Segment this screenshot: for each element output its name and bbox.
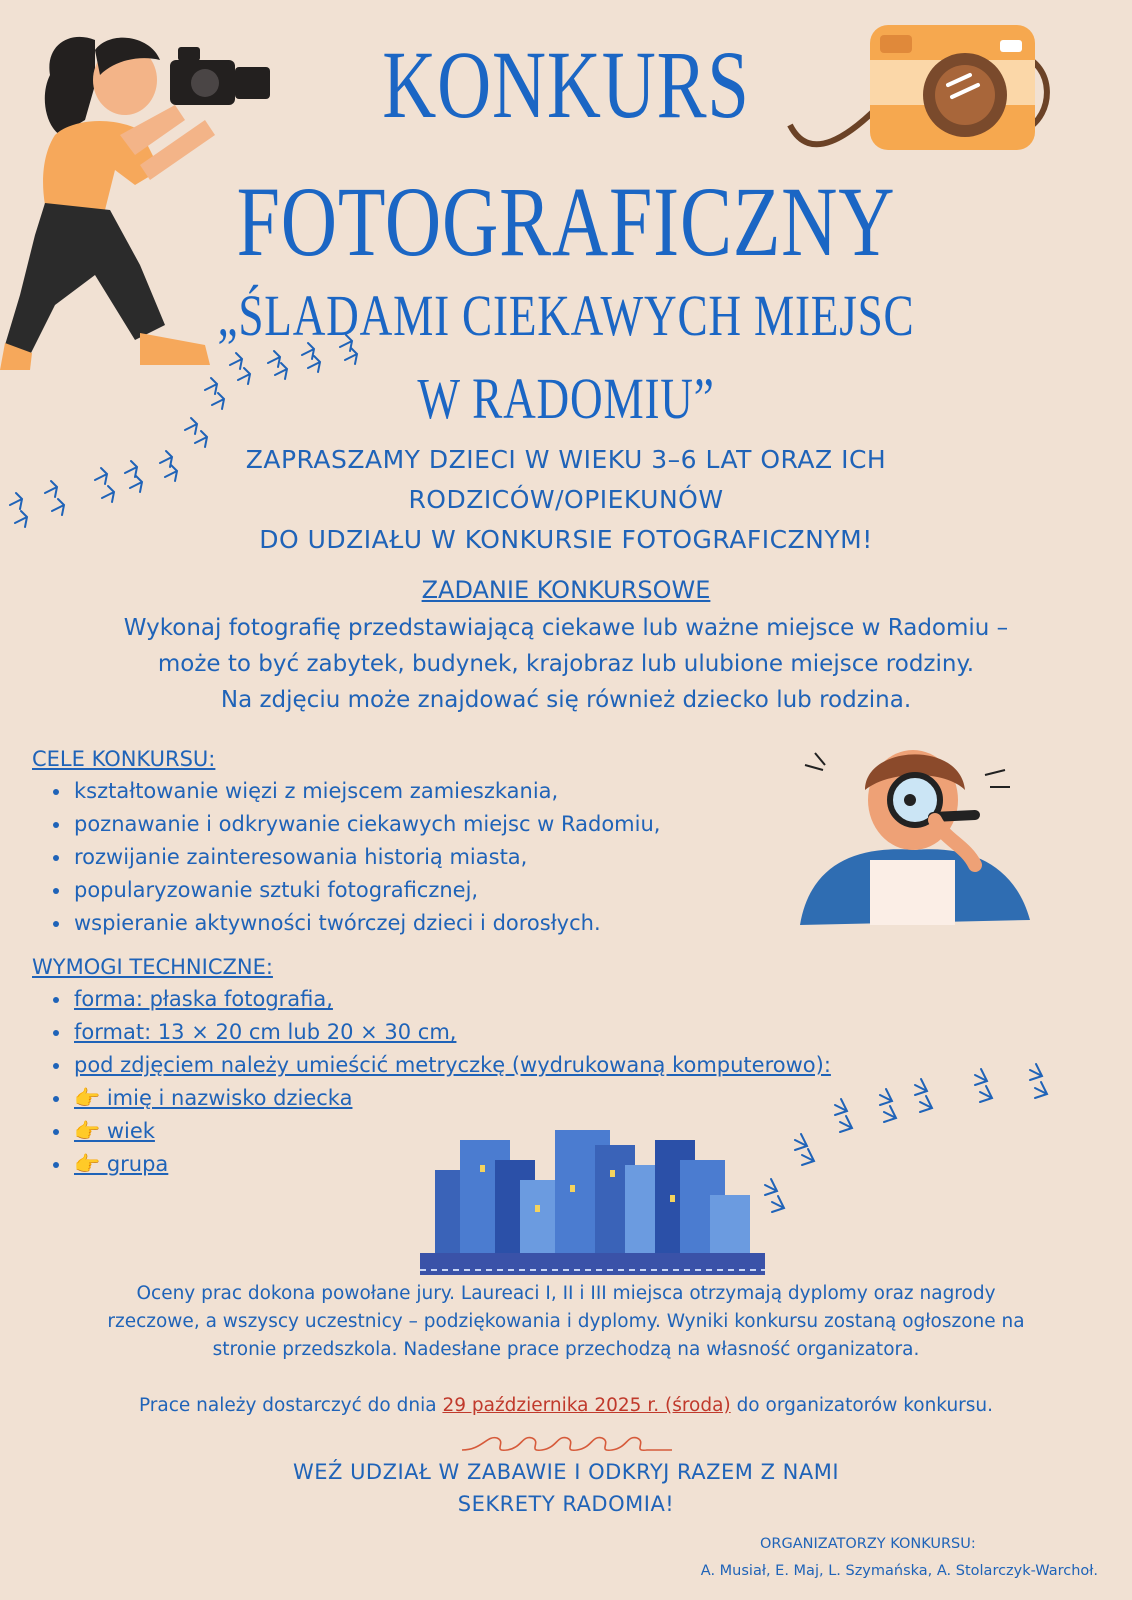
list-item: • forma: płaska fotografia, [72, 983, 831, 1016]
list-item: • poznawanie i odkrywanie ciekawych miejsc w Radomiu, [72, 808, 660, 841]
subtitle-line-1: „ŚLADAMI CIEKAWYCH MIEJSC [217, 283, 915, 348]
list-item: • popularyzowanie sztuki fotograficznej, [72, 874, 660, 907]
deadline-date: 29 października 2025 r. (środa) [442, 1395, 731, 1416]
title-line-1: KONKURS [382, 31, 750, 138]
list-item: • kształtowanie więzi z miejscem zamieszkania, [72, 775, 660, 808]
list-item: • 👉 wiek [72, 1115, 831, 1148]
organizers-names: A. Musiał, E. Maj, L. Szymańska, A. Stolarczyk-Warchoł. [700, 1563, 1098, 1579]
jury-line-2: rzeczowe, a wszyscy uczestnicy – podziękowania i dyplomy. Wyniki konkursu zostaną ogłoszone na [107, 1311, 1025, 1332]
list-item: • rozwijanie zainteresowania historią miasta, [72, 841, 660, 874]
invite-line-2: RODZICÓW/OPIEKUNÓW [408, 485, 724, 514]
requirements-heading: WYMOGI TECHNICZNE: [32, 955, 273, 979]
invite-line-1: ZAPRASZAMY DZIECI W WIEKU 3–6 LAT ORAZ ICH [245, 445, 887, 474]
cta-line-2: SEKRETY RADOMIA! [457, 1492, 675, 1516]
jury-line-1: Oceny prac dokona powołane jury. Laureaci I, II i III miejsca otrzymają dyplomy oraz nagrody [136, 1283, 996, 1304]
detective-illustration [795, 745, 1045, 930]
invite-line-3: DO UDZIAŁU W KONKURSIE FOTOGRAFICZNYM! [259, 525, 873, 554]
jury-line-3: stronie przedszkola. Nadesłane prace przechodzą na własność organizatora. [212, 1339, 920, 1360]
organizers-heading: ORGANIZATORZY KONKURSU: [760, 1536, 976, 1552]
task-heading: ZADANIE KONKURSOWE [421, 576, 711, 604]
cta-line-1: WEŹ UDZIAŁ W ZABAWIE I ODKRYJ RAZEM Z NAMI [292, 1460, 840, 1484]
goals-list [32, 775, 660, 940]
list-item: • 👉 imię i nazwisko dziecka [72, 1082, 831, 1115]
task-line-2: może to być zabytek, budynek, krajobraz lub ulubione miejsce rodziny. [157, 651, 975, 677]
task-line-3: Na zdjęciu może znajdować się również dziecko lub rodzina. [220, 687, 912, 713]
list-item: • pod zdjęciem należy umieścić metryczkę (wydrukowaną komputerowo): [72, 1049, 831, 1082]
deadline-text: Prace należy dostarczyć do dnia 29 października 2025 r. (środa) do organizatorów konkursu. [138, 1395, 994, 1416]
goals-heading: CELE KONKURSU: [32, 747, 216, 771]
requirements-list [32, 983, 831, 1181]
list-item: • wspieranie aktywności twórczej dzieci i dorosłych. [72, 907, 660, 940]
list-item: • 👉 grupa [72, 1148, 831, 1181]
list-item: • format: 13 × 20 cm lub 20 × 30 cm, [72, 1016, 831, 1049]
task-line-1: Wykonaj fotografię przedstawiającą ciekawe lub ważne miejsce w Radomiu – [123, 615, 1009, 641]
title-line-2: FOTOGRAFICZNY [236, 166, 896, 277]
subtitle-line-2: W RADOMIU” [417, 366, 715, 431]
